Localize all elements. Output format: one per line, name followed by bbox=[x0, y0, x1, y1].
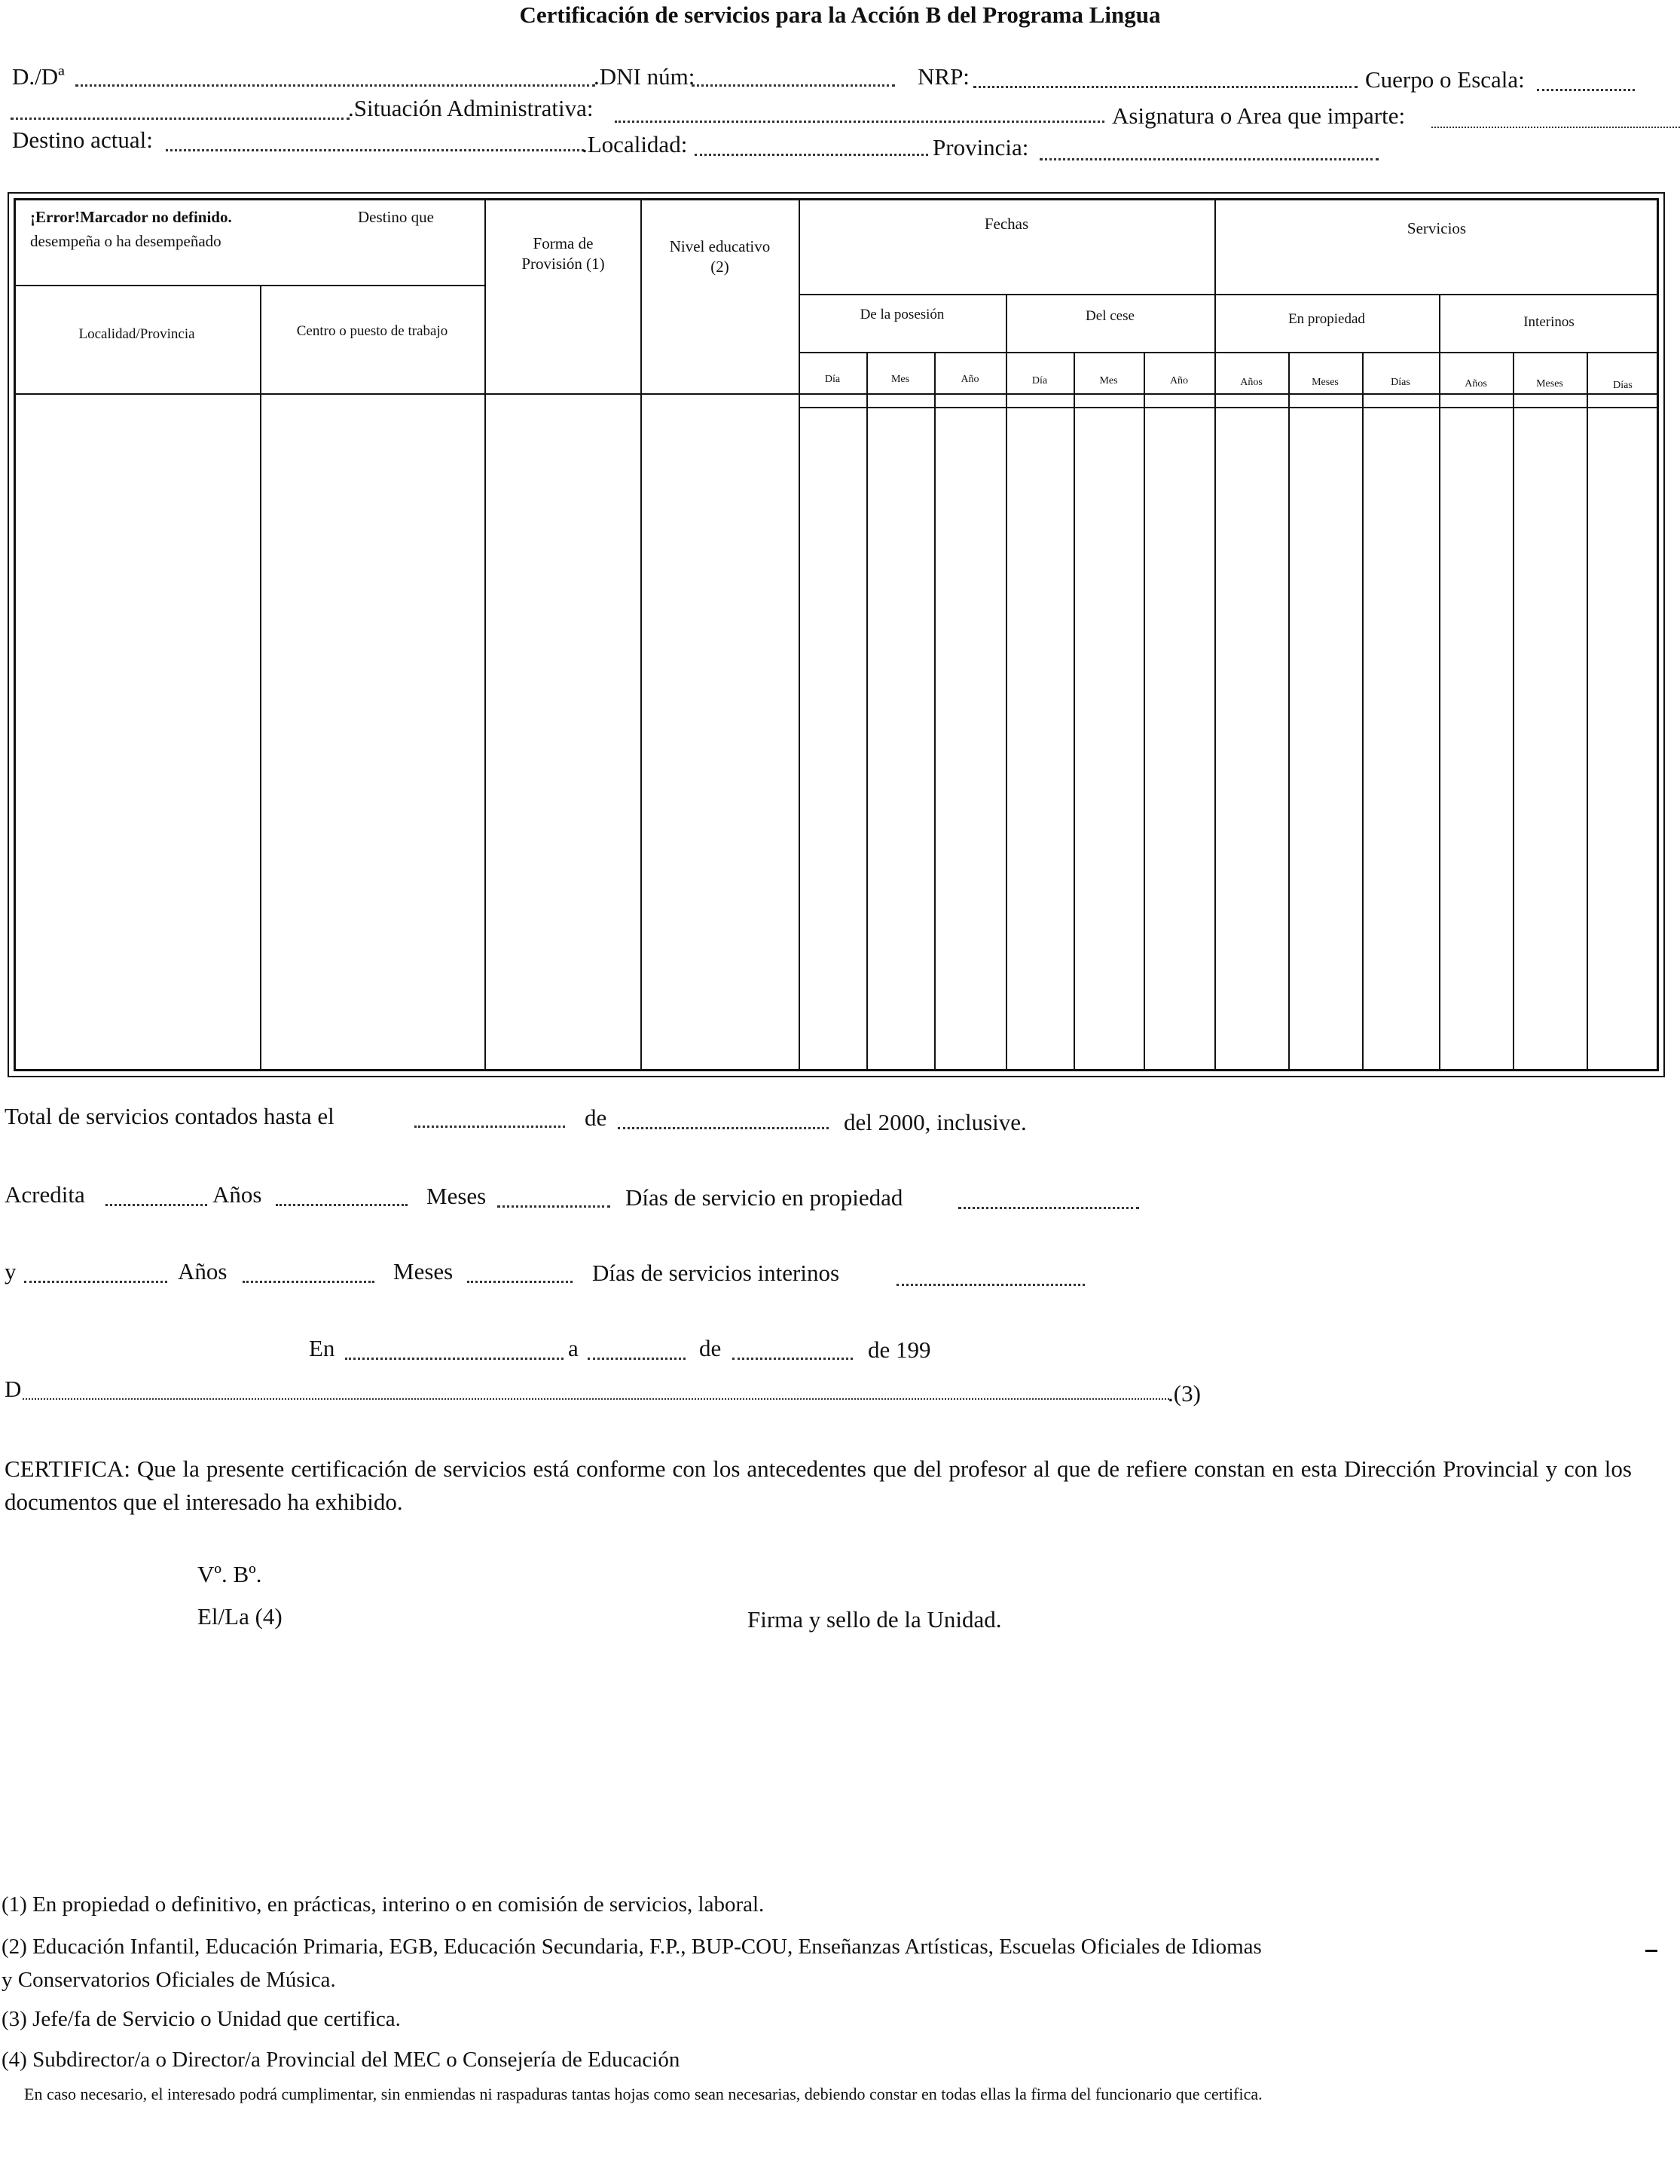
day-field[interactable] bbox=[588, 1338, 686, 1360]
meses-label: Meses bbox=[426, 1183, 487, 1209]
servicios-header: Servicios bbox=[1407, 219, 1467, 237]
dia-cese-header: Día bbox=[1031, 375, 1048, 386]
anos-propiedad-header: Años bbox=[1240, 377, 1263, 388]
destino-label: Destino actual: bbox=[12, 127, 153, 153]
anos-b-label: Años bbox=[178, 1258, 228, 1284]
cuerpo-field-continued[interactable] bbox=[11, 98, 350, 120]
mes-cese-header: Mes bbox=[1099, 375, 1118, 386]
table-body-entry-area[interactable] bbox=[15, 396, 1657, 1070]
nrp-label: NRP: bbox=[918, 63, 970, 90]
meses-interinos-header: Meses bbox=[1536, 378, 1563, 389]
dias-propiedad-header: Días bbox=[1391, 377, 1410, 388]
d-ref-label: .(3) bbox=[1168, 1380, 1201, 1407]
fechas-header: Fechas bbox=[984, 215, 1029, 233]
interinos-header: Interinos bbox=[1523, 314, 1575, 330]
table-hline bbox=[799, 294, 1659, 295]
de-label: de bbox=[699, 1335, 722, 1361]
situacion-field[interactable] bbox=[615, 101, 1104, 123]
localidad-field[interactable] bbox=[695, 134, 928, 156]
del-cese-header: Del cese bbox=[1086, 308, 1135, 324]
total-de-label: de bbox=[585, 1104, 607, 1131]
el-la-label: El/La (4) bbox=[197, 1603, 283, 1630]
destino-field[interactable] bbox=[166, 130, 584, 151]
dia-posesion-header: Día bbox=[824, 374, 841, 385]
interinos-meses-field[interactable] bbox=[243, 1261, 374, 1283]
note-1: (1) En propiedad o definitivo, en prácticas, interino o en comisión de servicios, laboral. bbox=[2, 1892, 765, 1917]
acredita-dias-field[interactable] bbox=[497, 1186, 610, 1208]
footnote: En caso necesario, el interesado podrá cumplimentar, sin enmiendas ni raspaduras tantas hojas como sean necesarias, debiendo constar en todas ellas la firma del funcionario que certifica. bbox=[24, 2085, 1263, 2103]
dias-propiedad-label: Días de servicio en propiedad bbox=[625, 1184, 903, 1211]
destino-error-text: ¡Error!Marcador no definido. bbox=[30, 208, 232, 226]
vb-label: Vº. Bº. bbox=[197, 1561, 262, 1587]
dni-label: .DNI núm: bbox=[594, 63, 695, 90]
total-year-label: del 2000, inclusive. bbox=[844, 1109, 1027, 1135]
acredita-label: Acredita bbox=[5, 1181, 85, 1208]
total-date-field[interactable] bbox=[414, 1106, 565, 1128]
note-4: (4) Subdirector/a o Director/a Provincial del MEC o Consejería de Educación bbox=[2, 2048, 680, 2072]
meses-propiedad-header: Meses bbox=[1312, 377, 1339, 388]
localidad-label: .Localidad: bbox=[582, 131, 688, 157]
anos-interinos-header: Años bbox=[1465, 378, 1487, 389]
note-3: (3) Jefe/fa de Servicio o Unidad que certifica. bbox=[2, 2007, 401, 2031]
certifica-paragraph: CERTIFICA: Que la presente certificación de servicios está conforme con los antecedentes que del profesor al que de refiere constan en esta Dirección Provincial y con los documentos que el interesado ha exhibido. bbox=[5, 1455, 1632, 1515]
nivel-educativo-header: Nivel educativo (2) bbox=[669, 237, 771, 276]
a-label: a bbox=[568, 1335, 579, 1361]
cuerpo-label: Cuerpo o Escala: bbox=[1365, 66, 1525, 93]
acredita-meses-field[interactable] bbox=[276, 1184, 408, 1206]
document-title: Certificación de servicios para la Acción B del Programa Lingua bbox=[519, 2, 1161, 28]
interinos-dias-field[interactable] bbox=[467, 1261, 573, 1283]
de-199-label: de 199 bbox=[868, 1336, 931, 1363]
name-label: D./Dª bbox=[12, 63, 65, 90]
interinos-anos-field[interactable] bbox=[24, 1261, 167, 1283]
table-hline bbox=[14, 285, 484, 286]
dias-interinos-header: Días bbox=[1613, 380, 1633, 391]
anos-label: Años bbox=[212, 1181, 262, 1208]
provincia-field[interactable] bbox=[1040, 139, 1379, 160]
en-label: En bbox=[309, 1335, 335, 1361]
forma-provision-header: Forma de Provisión (1) bbox=[521, 234, 605, 273]
acredita-anos-field[interactable] bbox=[105, 1184, 207, 1206]
asignatura-field[interactable] bbox=[1431, 107, 1680, 128]
mes-posesion-header: Mes bbox=[890, 374, 910, 385]
provincia-label: Provincia: bbox=[933, 134, 1029, 160]
certifier-name-field[interactable] bbox=[23, 1379, 1169, 1400]
destino-sub-text: desempeña o ha desempeñado bbox=[30, 232, 221, 250]
interinos-field[interactable] bbox=[897, 1264, 1085, 1286]
table-hline bbox=[799, 352, 1659, 353]
centro-header: Centro o puesto de trabajo bbox=[296, 323, 448, 339]
firma-label: Firma y sello de la Unidad. bbox=[747, 1606, 1002, 1633]
cuerpo-field[interactable] bbox=[1537, 69, 1635, 91]
localidad-provincia-header: Localidad/Provincia bbox=[78, 326, 195, 342]
nrp-field[interactable] bbox=[973, 66, 1358, 88]
ano-posesion-header: Año bbox=[961, 374, 979, 385]
asignatura-label: Asignatura o Area que imparte: bbox=[1112, 102, 1406, 129]
destino-que-text: Destino que bbox=[358, 208, 434, 226]
meses-b-label: Meses bbox=[393, 1258, 454, 1284]
note-2-continued: y Conservatorios Oficiales de Música. bbox=[2, 1968, 336, 1992]
dash-mark bbox=[1645, 1950, 1657, 1952]
en-propiedad-header: En propiedad bbox=[1288, 311, 1365, 327]
place-field[interactable] bbox=[345, 1338, 564, 1360]
dni-field[interactable] bbox=[692, 65, 895, 87]
dias-interinos-label: Días de servicios interinos bbox=[592, 1260, 840, 1286]
total-month-field[interactable] bbox=[618, 1107, 829, 1129]
month-field[interactable] bbox=[732, 1338, 853, 1360]
name-field[interactable] bbox=[75, 65, 595, 87]
note-2: (2) Educación Infantil, Educación Primaria, EGB, Educación Secundaria, F.P., BUP-COU, Enseñanzas Artísticas, Escuelas Oficiales de Idiomas bbox=[2, 1935, 1262, 1959]
situacion-label: .Situación Administrativa: bbox=[348, 95, 594, 121]
de-la-posesion-header: De la posesión bbox=[860, 307, 945, 322]
total-label: Total de servicios contados hasta el bbox=[5, 1103, 334, 1129]
y-label: y bbox=[5, 1258, 17, 1284]
propiedad-field[interactable] bbox=[958, 1187, 1139, 1209]
d-label: D bbox=[5, 1376, 22, 1402]
ano-cese-header: Año bbox=[1169, 375, 1189, 386]
